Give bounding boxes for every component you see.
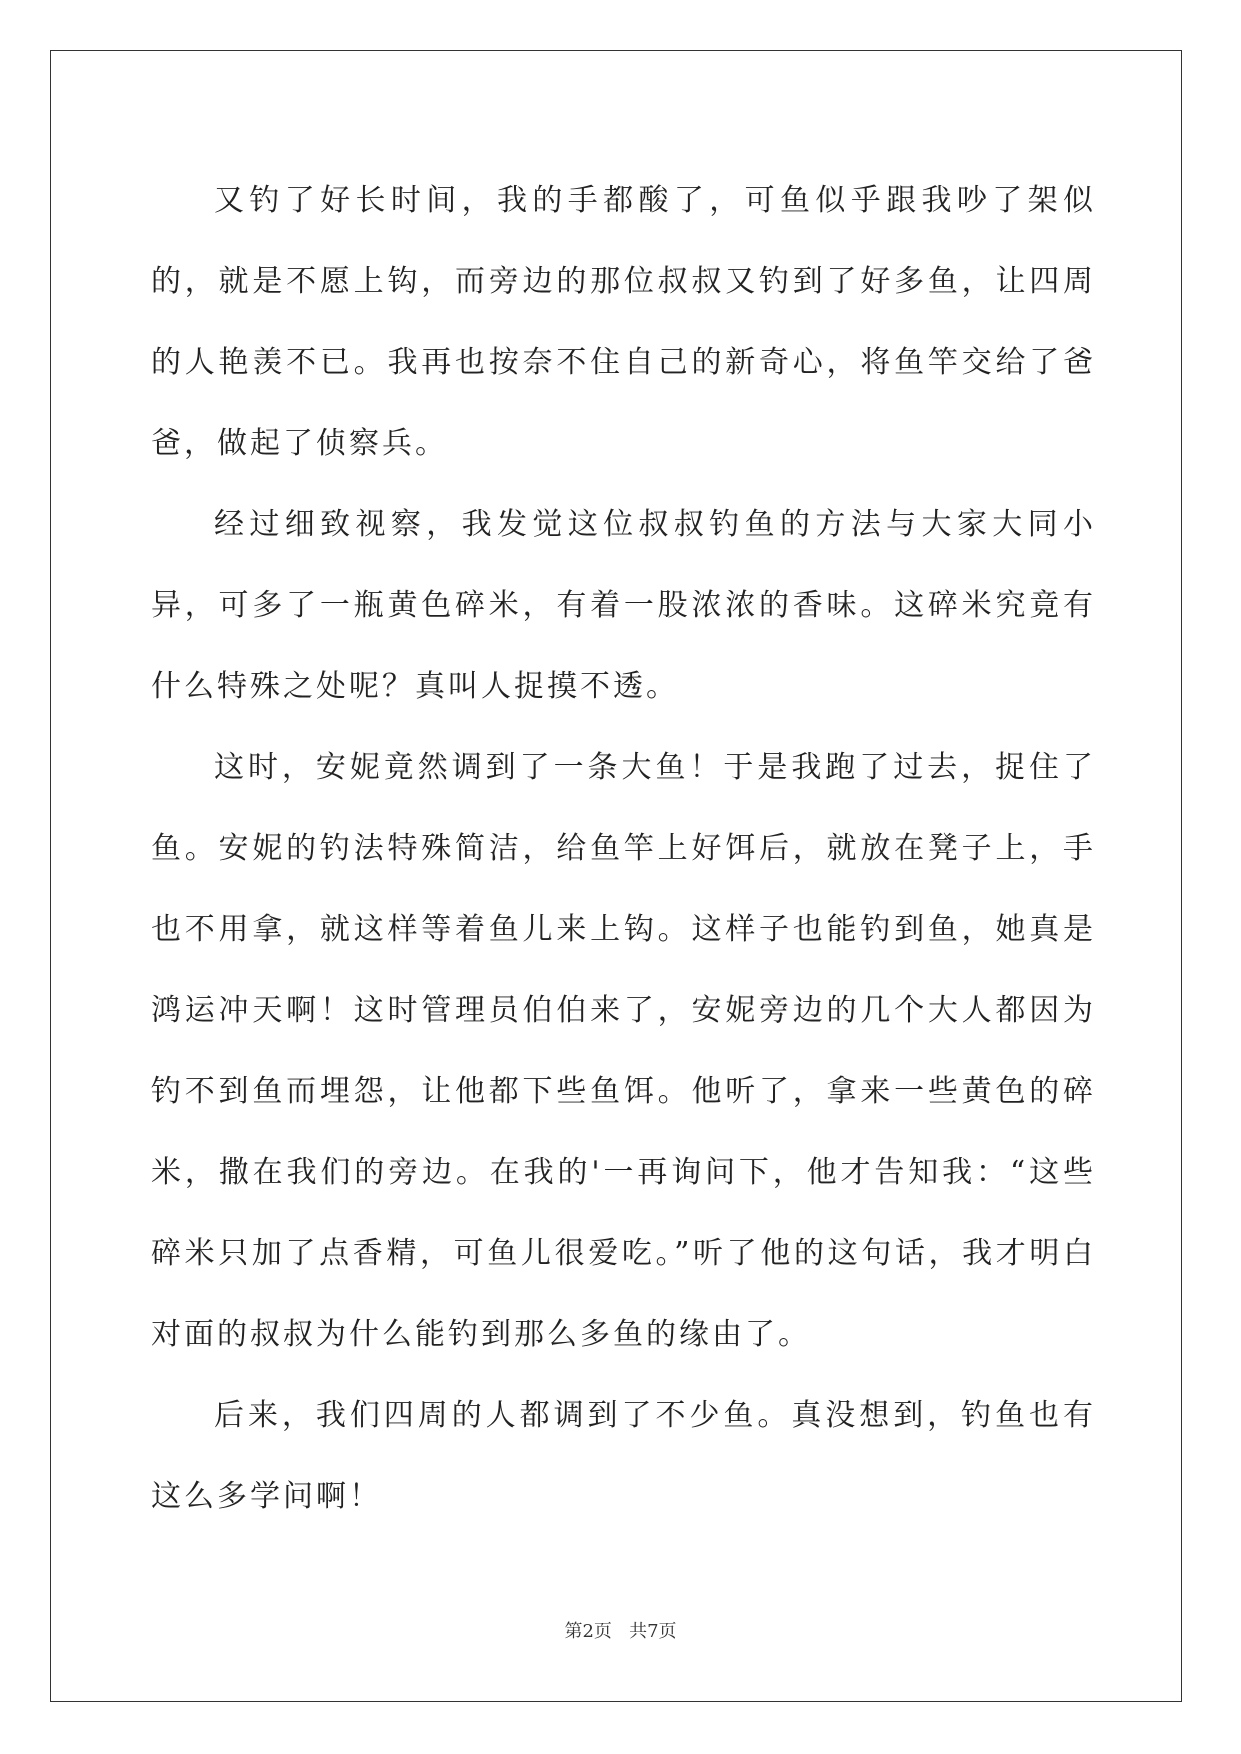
paragraph-4: 后来，我们四周的人都调到了不少鱼。真没想到，钓鱼也有这么多学问啊！ bbox=[151, 1398, 1096, 1514]
document-body bbox=[151, 160, 1096, 1537]
paragraph-3: 这时，安妮竟然调到了一条大鱼！于是我跑了过去，捉住了鱼。安妮的钓法特殊简洁，给鱼竿上好饵后，就放在凳子上，手也不用拿，就这样等着鱼儿来上钩。这样子也能钓到鱼，她真是鸿运冲天啊！这时管理员伯伯来了，安妮旁边的几个大人都因为钓不到鱼而埋怨，让他都下些鱼饵。他听了，拿来一些黄色的碎米，撒在我们的旁边。在我的'一再询问下，他才告知我：“这些碎米只加了点香精，可鱼儿很爱吃。”听了他的这句话，我才明白对面的叔叔为什么能钓到那么多鱼的缘由了。 bbox=[151, 750, 1096, 1352]
page-footer bbox=[0, 1617, 1241, 1643]
paragraph-2: 经过细致视察，我发觉这位叔叔钓鱼的方法与大家大同小异，可多了一瓶黄色碎米，有着一股浓浓的香味。这碎米究竟有什么特殊之处呢？真叫人捉摸不透。 bbox=[151, 507, 1096, 704]
page-total: 共7页 bbox=[629, 1621, 677, 1642]
page-number: 第2页 bbox=[564, 1621, 612, 1642]
paragraph-1: 又钓了好长时间，我的手都酸了，可鱼似乎跟我吵了架似的，就是不愿上钩，而旁边的那位叔叔又钓到了好多鱼，让四周的人艳羡不已。我再也按奈不住自己的新奇心，将鱼竿交给了爸爸，做起了侦察兵。 bbox=[151, 183, 1096, 461]
